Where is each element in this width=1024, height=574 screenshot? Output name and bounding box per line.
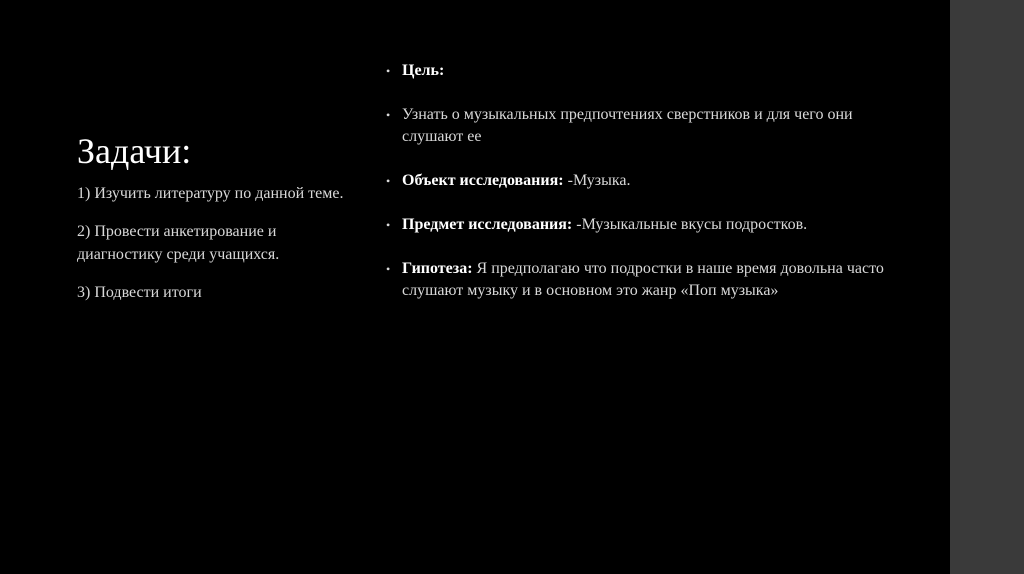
bullet-label: Предмет исследования:	[402, 216, 573, 233]
bullet-icon: •	[386, 64, 391, 78]
bullet-label: Объект исследования:	[402, 172, 564, 189]
bullet-icon: •	[386, 218, 391, 232]
slide-title: Задачи:	[77, 131, 192, 171]
bullet-text: -Музыкальные вкусы подростков.	[572, 216, 808, 233]
research-bullets	[386, 60, 886, 324]
bullet-label: Гипотеза:	[402, 260, 473, 277]
viewer-side-panel	[950, 0, 1024, 574]
bullet-text: Я предполагаю что подростки в наше время довольна часто слушают музыку и в основном это жанр «Поп музыка»	[402, 260, 884, 299]
task-item-3: 3) Подвести итоги	[77, 284, 202, 301]
task-list	[77, 182, 357, 319]
bullet-text: -Музыка.	[563, 172, 631, 189]
task-item-2: 2) Провести анкетирование и диагностику среди учащихся.	[77, 223, 280, 263]
bullet-label: Цель:	[402, 62, 445, 79]
bullet-icon: •	[386, 108, 391, 122]
bullet-hypothesis	[386, 258, 886, 302]
task-item-1: 1) Изучить литературу по данной теме.	[77, 185, 344, 202]
bullet-text: Узнать о музыкальных предпочтениях сверстников и для чего они слушают ее	[402, 106, 853, 145]
bullet-research-object	[386, 170, 886, 192]
bullet-icon: •	[386, 262, 391, 276]
bullet-goal	[386, 60, 886, 82]
bullet-icon: •	[386, 174, 391, 188]
bullet-research-subject	[386, 214, 886, 236]
bullet-goal-description	[386, 104, 886, 148]
